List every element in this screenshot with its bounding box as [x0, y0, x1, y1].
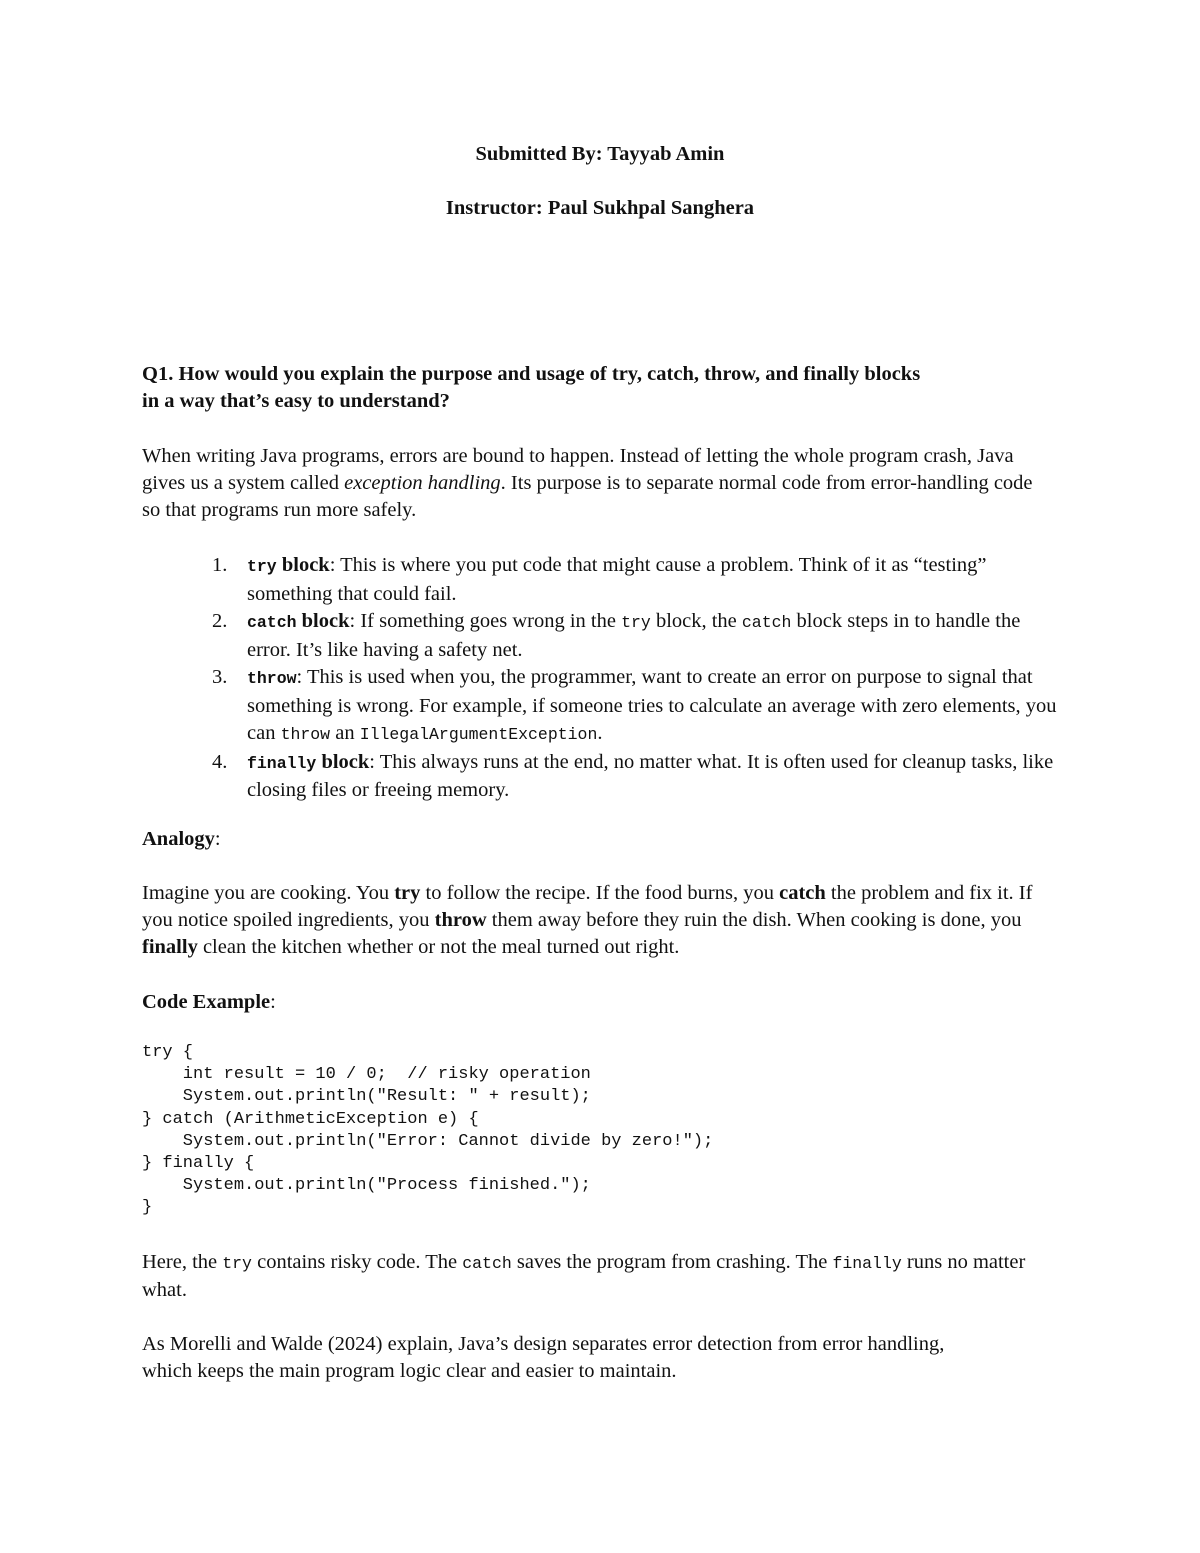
code-block: try { int result = 10 / 0; // risky operation System.out.println("Result: " + result); } catch (ArithmeticException e) { System.out.println("Error: Cannot divide by zero!"); } finally { System.out.println("Process finished."); } — [142, 1043, 714, 1218]
list-item: 2. catch block: If something goes wrong in the try block, the catch block steps in to handle the error. It’s like having a safety net. — [212, 610, 1021, 661]
conclusion-paragraph: As Morelli and Walde (2024) explain, Java’s design separates error detection from error handling, which keeps the main program logic clear and easier to maintain. — [142, 1333, 945, 1382]
list-item: 4. finally block: This always runs at the end, no matter what. It is often used for cleanup tasks, like closing files or freeing memory. — [212, 750, 1054, 801]
code-term: throw — [247, 669, 297, 688]
intro-paragraph: When writing Java programs, errors are bound to happen. Instead of letting the whole program crash, Java gives us a system called exception handling. Its purpose is to separate normal code from error-handling code so that programs run more safely. — [142, 445, 1033, 521]
code-example-heading: Code Example: — [142, 991, 276, 1013]
list-number: 3. — [212, 666, 228, 688]
inline-code: throw — [280, 725, 331, 744]
code-term: catch — [247, 613, 297, 632]
inline-code: finally — [832, 1254, 902, 1273]
inline-code: try — [621, 613, 651, 632]
inline-code: catch — [462, 1254, 512, 1273]
instructor: Instructor: Paul Sukhpal Sanghera — [445, 197, 755, 219]
list-item: 3. throw: This is used when you, the programmer, want to create an error on purpose to signal that something is wrong. For example, if someone tries to calculate an average with zero elements, you can throw an IllegalArgumentException. — [212, 666, 1057, 744]
list-item: 1. try block: This is where you put code that might cause a problem. Think of it as “testing” something that could fail. — [212, 554, 987, 605]
code-term: try — [247, 557, 277, 576]
question-title-line-1: Q1. How would you explain the purpose and usage of try, catch, throw, and finally blocks — [142, 363, 921, 385]
submitted-by: Submitted By: Tayyab Amin — [475, 143, 725, 165]
intro-italic-term: exception handling — [344, 472, 501, 494]
list-number: 1. — [212, 554, 228, 576]
analogy-paragraph: Imagine you are cooking. You try to follow the recipe. If the food burns, you catch the problem and fix it. If you notice spoiled ingredients, you throw them away before they ruin the dish. When cooking is done, you finally clean the kitchen whether or not the meal turned out right. — [142, 882, 1033, 958]
question-title — [142, 361, 1062, 415]
explanation-paragraph: Here, the try contains risky code. The catch saves the program from crashing. The finally runs no matter what. — [142, 1251, 1026, 1301]
question-title-line-2: in a way that’s easy to understand? — [142, 390, 450, 412]
inline-code: catch — [741, 613, 792, 632]
inline-code: try — [222, 1254, 252, 1273]
analogy-heading: Analogy: — [142, 828, 221, 850]
numbered-list — [142, 552, 1062, 805]
list-number: 2. — [212, 610, 228, 632]
inline-code: IllegalArgumentException — [359, 725, 598, 744]
code-term: finally — [247, 753, 317, 773]
list-number: 4. — [212, 750, 228, 773]
